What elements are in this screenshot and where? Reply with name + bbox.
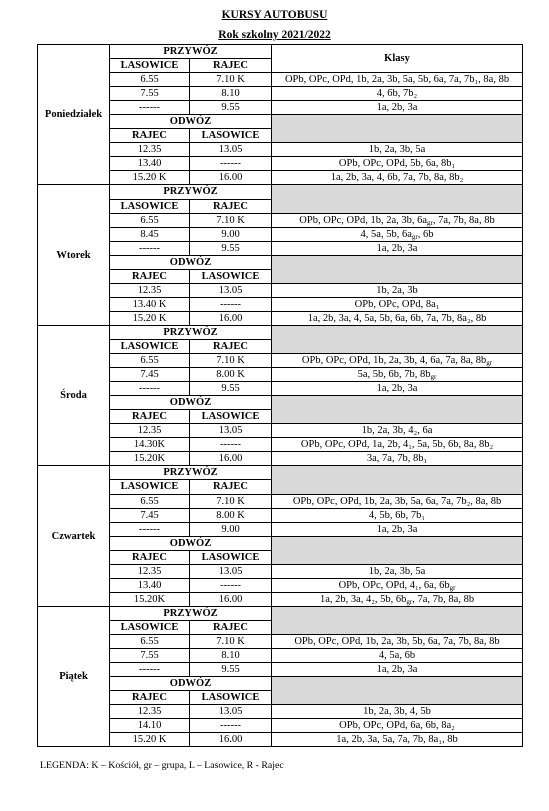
col-header-lasowice: LASOWICE — [190, 550, 272, 564]
col-header-lasowice: LASOWICE — [110, 199, 190, 213]
classes-cell: OPb, OPc, OPd, 1a, 2b, 4₁, 5a, 5b, 6b, 8a, 8b₂ — [272, 438, 523, 452]
klasy-header — [272, 185, 523, 213]
table-row — [38, 368, 523, 382]
table-row — [38, 424, 523, 438]
odwoz-header: ODWÓZ — [110, 115, 272, 129]
table-row — [38, 283, 523, 297]
departure-time: ------ — [110, 241, 190, 255]
arrival-time: 7.10 K — [190, 354, 272, 368]
table-row — [38, 452, 523, 466]
table-row — [38, 494, 523, 508]
departure-time: 6.55 — [110, 354, 190, 368]
table-row — [38, 663, 523, 677]
arrival-time: 16.00 — [190, 452, 272, 466]
klasy-header — [272, 466, 523, 494]
classes-cell: OPb, OPc, OPd, 1b, 2a, 3b, 4, 6a, 7a, 8a, $8b_{gr}$ — [272, 354, 523, 368]
departure-time: 13.40 — [110, 157, 190, 171]
col-header-rajec: RAJEC — [110, 269, 190, 283]
departure-time: ------ — [110, 522, 190, 536]
departure-time: 7.45 — [110, 508, 190, 522]
departure-time: 8.45 — [110, 227, 190, 241]
grey-cell — [272, 115, 523, 143]
classes-cell: 1a, 2b, 3a, 5a, 7a, 7b, 8a₁, 8b — [272, 733, 523, 747]
table-row — [38, 438, 523, 452]
classes-cell: 1b, 2a, 3b, 4, 5b — [272, 705, 523, 719]
classes-cell: 1b, 2a, 3b, 5a — [272, 564, 523, 578]
classes-cell: 1a, 2b, 3a, 4, 5a, 5b, 6a, 6b, 7a, 7b, 8a₂, 8b — [272, 311, 523, 325]
day-section-3 — [38, 466, 523, 480]
classes-cell: OPb, OPc, OPd, 4₁, 6a, $6b_{gr}$ — [272, 578, 523, 592]
table-row — [38, 311, 523, 325]
table-row — [38, 592, 523, 606]
classes-cell: 1a, 2b, 3a — [272, 522, 523, 536]
classes-cell: OPb, OPc, OPd, 1b, 2a, 3b, 5a, 6a, 7a, 7b₂, 8a, 8b — [272, 494, 523, 508]
departure-time: 15.20K — [110, 592, 190, 606]
arrival-time: 9.00 — [190, 227, 272, 241]
classes-cell: 1a, 2b, 3a, 4, 6b, 7a, 7b, 8a, 8b₂ — [272, 171, 523, 185]
arrival-time: ------ — [190, 157, 272, 171]
bus-schedule-table — [37, 44, 523, 747]
departure-time: 7.55 — [110, 649, 190, 663]
day-section-2 — [38, 325, 523, 339]
classes-cell: 1a, 2b, 3a — [272, 382, 523, 396]
day-name: Wtorek — [38, 185, 110, 325]
legend: LEGENDA: K – Kościół, gr – grupa, L – Lasowice, R - Rajec — [40, 760, 284, 771]
przywoz-header: PRZYWÓZ — [110, 325, 272, 339]
table-row — [38, 73, 523, 87]
table-row — [38, 297, 523, 311]
arrival-time: ------ — [190, 438, 272, 452]
col-header-rajec: RAJEC — [110, 410, 190, 424]
col-header-lasowice: LASOWICE — [190, 129, 272, 143]
classes-cell: OPb, OPc, OPd, 1b, 2a, 3b, 5b, 6a, 7a, 7b, 8a, 8b — [272, 634, 523, 648]
departure-time: 6.55 — [110, 494, 190, 508]
klasy-header: Klasy — [272, 45, 523, 73]
col-header-rajec: RAJEC — [190, 480, 272, 494]
classes-cell: OPb, OPc, OPd, 1b, 2a, 3b, $6a_{gr}$, 7a, 7b, 8a, 8b — [272, 213, 523, 227]
col-header-lasowice: LASOWICE — [110, 339, 190, 353]
departure-time: ------ — [110, 101, 190, 115]
classes-cell: OPb, OPc, OPd, 6a, 6b, 8a₂ — [272, 719, 523, 733]
departure-time: 12.35 — [110, 564, 190, 578]
przywoz-header: PRZYWÓZ — [110, 466, 272, 480]
arrival-time: 16.00 — [190, 733, 272, 747]
table-row — [38, 382, 523, 396]
document-title: KURSY AUTOBUSU — [221, 9, 328, 21]
classes-cell: 1a, 2b, 3a — [272, 241, 523, 255]
arrival-time: 9.55 — [190, 241, 272, 255]
table-row — [38, 564, 523, 578]
arrival-time: 8.00 K — [190, 368, 272, 382]
arrival-time: 9.00 — [190, 522, 272, 536]
departure-time: ------ — [110, 382, 190, 396]
classes-cell: OPb, OPc, OPd, 1b, 2a, 3b, 5a, 5b, 6a, 7a, 7b₁, 8a, 8b — [272, 73, 523, 87]
arrival-time: 13.05 — [190, 283, 272, 297]
table-row — [38, 171, 523, 185]
odwoz-header: ODWÓZ — [110, 396, 272, 410]
classes-cell: 1a, 2b, 3a — [272, 663, 523, 677]
table-row — [38, 213, 523, 227]
departure-time: 6.55 — [110, 634, 190, 648]
table-row — [38, 649, 523, 663]
col-header-rajec: RAJEC — [190, 199, 272, 213]
arrival-time: ------ — [190, 719, 272, 733]
departure-time: 15.20 K — [110, 311, 190, 325]
col-header-rajec: RAJEC — [190, 620, 272, 634]
arrival-time: 7.10 K — [190, 73, 272, 87]
classes-cell: 1a, 2b, 3a, 4₂, 5b, $6b_{gr}$, 7a, 7b, 8a, 8b — [272, 592, 523, 606]
classes-cell: 4, 5a, 6b — [272, 649, 523, 663]
document-subtitle: Rok szkolny 2021/2022 — [218, 29, 331, 41]
odwoz-header: ODWÓZ — [110, 677, 272, 691]
departure-time: 7.45 — [110, 368, 190, 382]
przywoz-header: PRZYWÓZ — [110, 45, 272, 59]
departure-time: 6.55 — [110, 213, 190, 227]
day-name: Czwartek — [38, 466, 110, 606]
table-row — [38, 354, 523, 368]
table-row — [38, 719, 523, 733]
col-header-rajec: RAJEC — [110, 691, 190, 705]
col-header-rajec: RAJEC — [110, 129, 190, 143]
arrival-time: 13.05 — [190, 143, 272, 157]
classes-cell: 3a, 7a, 7b, 8b₁ — [272, 452, 523, 466]
arrival-time: 8.00 K — [190, 508, 272, 522]
day-section-0 — [38, 45, 523, 59]
departure-time: 15.20 K — [110, 171, 190, 185]
departure-time: 12.35 — [110, 705, 190, 719]
day-section-4 — [38, 606, 523, 620]
classes-cell: 4, 5b, 6b, 7b₁ — [272, 508, 523, 522]
classes-cell: 1a, 2b, 3a — [272, 101, 523, 115]
arrival-time: 9.55 — [190, 101, 272, 115]
departure-time: 12.35 — [110, 283, 190, 297]
arrival-time: ------ — [190, 297, 272, 311]
classes-cell: 1b, 2a, 3b, 5a — [272, 143, 523, 157]
day-name: Środa — [38, 325, 110, 465]
col-header-lasowice: LASOWICE — [190, 410, 272, 424]
table-row — [38, 733, 523, 747]
classes-cell: 4, 6b, 7b₂ — [272, 87, 523, 101]
departure-time: 13.40 K — [110, 297, 190, 311]
table-row — [38, 522, 523, 536]
table-row — [38, 101, 523, 115]
col-header-lasowice: LASOWICE — [110, 480, 190, 494]
arrival-time: 8.10 — [190, 649, 272, 663]
col-header-rajec: RAJEC — [190, 339, 272, 353]
classes-cell: 4, 5a, 5b, $6a_{gr}$, 6b — [272, 227, 523, 241]
przywoz-header: PRZYWÓZ — [110, 606, 272, 620]
arrival-time: 13.05 — [190, 424, 272, 438]
grey-cell — [272, 255, 523, 283]
table-row — [38, 157, 523, 171]
arrival-time: 16.00 — [190, 592, 272, 606]
departure-time: 13.40 — [110, 578, 190, 592]
table-row — [38, 508, 523, 522]
day-name: Poniedziałek — [38, 45, 110, 185]
departure-time: 7.55 — [110, 87, 190, 101]
classes-cell: 5a, 5b, 6b, 7b, $8b_{gr}$ — [272, 368, 523, 382]
arrival-time: 16.00 — [190, 311, 272, 325]
departure-time: 14.10 — [110, 719, 190, 733]
grey-cell — [272, 396, 523, 424]
table-row — [38, 143, 523, 157]
arrival-time: 16.00 — [190, 171, 272, 185]
table-row — [38, 634, 523, 648]
classes-cell: OPb, OPc, OPd, 8a₁ — [272, 297, 523, 311]
table-row — [38, 227, 523, 241]
odwoz-header: ODWÓZ — [110, 255, 272, 269]
col-header-lasowice: LASOWICE — [190, 269, 272, 283]
arrival-time: 7.10 K — [190, 213, 272, 227]
arrival-time: 8.10 — [190, 87, 272, 101]
classes-cell: 1b, 2a, 3b, 4₂, 6a — [272, 424, 523, 438]
col-header-lasowice: LASOWICE — [110, 620, 190, 634]
classes-cell: 1b, 2a, 3b — [272, 283, 523, 297]
col-header-rajec: RAJEC — [110, 550, 190, 564]
arrival-time: 13.05 — [190, 705, 272, 719]
grey-cell — [272, 677, 523, 705]
arrival-time: ------ — [190, 578, 272, 592]
table-row — [38, 578, 523, 592]
klasy-header — [272, 606, 523, 634]
arrival-time: 7.10 K — [190, 494, 272, 508]
departure-time: ------ — [110, 663, 190, 677]
col-header-lasowice: LASOWICE — [190, 691, 272, 705]
departure-time: 12.35 — [110, 424, 190, 438]
table-row — [38, 241, 523, 255]
departure-time: 14.30K — [110, 438, 190, 452]
table-row — [38, 87, 523, 101]
departure-time: 12.35 — [110, 143, 190, 157]
classes-cell: OPb, OPc, OPd, 5b, 6a, 8b₁ — [272, 157, 523, 171]
arrival-time: 7.10 K — [190, 634, 272, 648]
table-row — [38, 705, 523, 719]
odwoz-header: ODWÓZ — [110, 536, 272, 550]
departure-time: 15.20K — [110, 452, 190, 466]
day-name: Piątek — [38, 606, 110, 746]
col-header-lasowice: LASOWICE — [110, 59, 190, 73]
col-header-rajec: RAJEC — [190, 59, 272, 73]
arrival-time: 9.55 — [190, 663, 272, 677]
day-section-1 — [38, 185, 523, 199]
arrival-time: 9.55 — [190, 382, 272, 396]
departure-time: 6.55 — [110, 73, 190, 87]
arrival-time: 13.05 — [190, 564, 272, 578]
departure-time: 15.20 K — [110, 733, 190, 747]
przywoz-header: PRZYWÓZ — [110, 185, 272, 199]
klasy-header — [272, 325, 523, 353]
grey-cell — [272, 536, 523, 564]
